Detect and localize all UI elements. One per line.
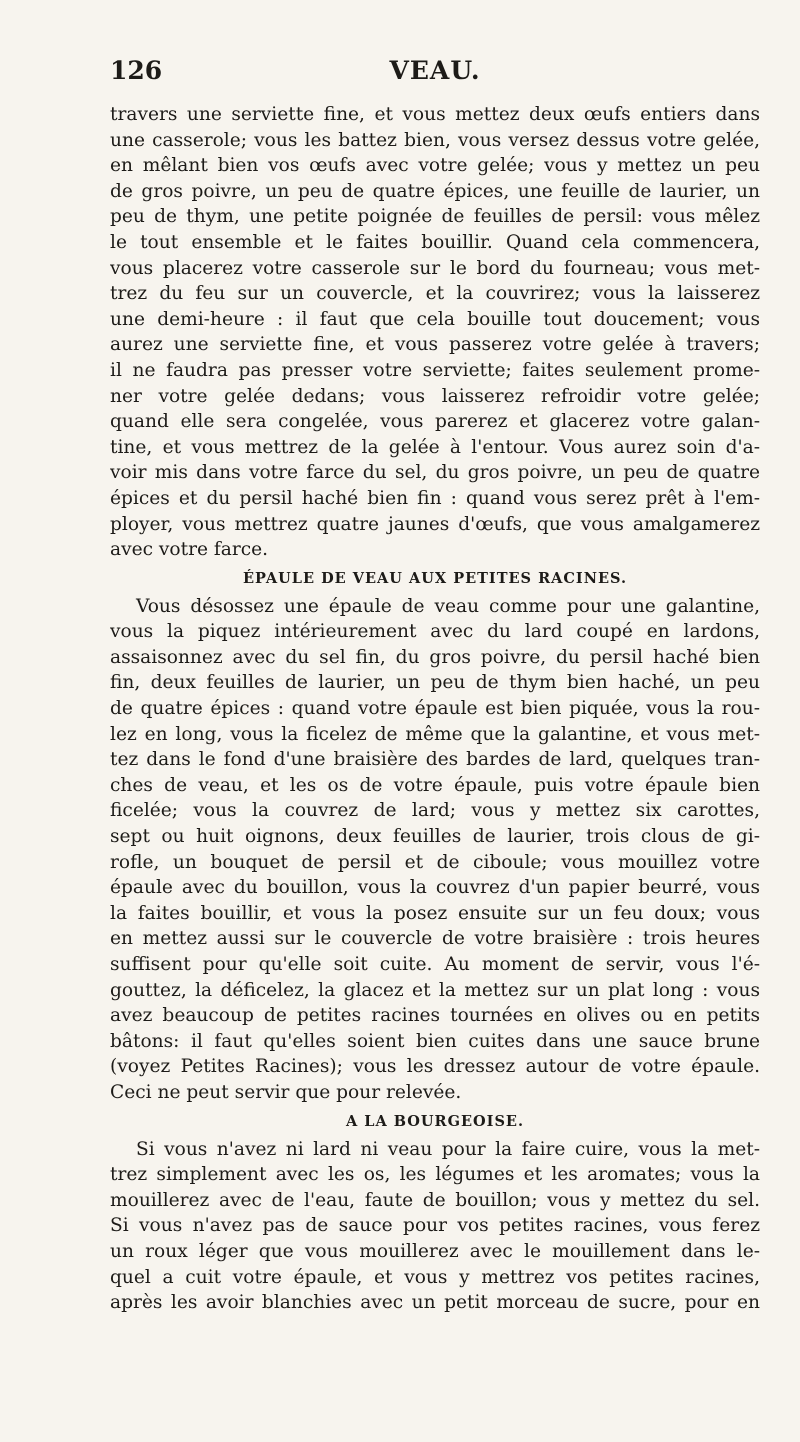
running-title: VEAU. [389,56,481,85]
text-line: Si vous n'avez ni lard ni veau pour la faire cuire, vous la met- [136,1138,760,1160]
text-line: travers une serviette fine, et vous mettez deux œufs entiers dans [110,104,760,125]
text-line: quand elle sera congelée, vous parerez et glacerez votre galan- [110,411,760,433]
text-line: gouttez, la déficelez, la glacez et la mettez sur un plat long : vous [110,979,760,1001]
text-line: (voyez Petites Racines); vous les dressez autour de votre épaule. [110,1056,760,1078]
text-line: vous la piquez intérieurement avec du lard coupé en lardons, [110,621,760,643]
text-line: tez dans le fond d'une braisière des bardes de lard, quelques tran- [110,749,760,771]
section-epaule-petites-racines [110,594,760,1106]
text-line: trez du feu sur un couvercle, et la couvrirez; vous la laisserez [110,283,760,305]
text-line: trez simplement avec les os, les légumes et les aromates; vous la [110,1164,760,1186]
text-line: épices et du persil haché bien fin : quand vous serez prêt à l'em- [110,487,760,509]
text-line: tine, et vous mettrez de la gelée à l'entour. Vous aurez soin d'a- [110,436,760,458]
text-line: un roux léger que vous mouillerez avec le mouillement dans le- [110,1240,760,1262]
text-line: avez beaucoup de petites racines tournées en olives ou en petits [110,1005,760,1027]
text-line: en mettez aussi sur le couvercle de votre braisière : trois heures [110,928,760,950]
text-line: de gros poivre, un peu de quatre épices, une feuille de laurier, un [110,180,760,202]
text-line: voir mis dans votre farce du sel, du gros poivre, un peu de quatre [110,462,760,484]
text-line: après les avoir blanchies avec un petit morceau de sucre, pour en [110,1292,760,1314]
text-line: vous placerez votre casserole sur le bord du fourneau; vous met- [110,257,760,279]
text-line: ches de veau, et les os de votre épaule, puis votre épaule bien [110,774,760,796]
text-line: il ne faudra pas presser votre serviette; faites seulement prome- [110,359,760,381]
text-line: une casserole; vous les battez bien, vous versez dessus votre gelée, [110,129,760,151]
text-line: aurez une serviette fine, et vous passerez votre gelée à travers; [110,334,760,356]
text-line: assaisonnez avec du sel fin, du gros poivre, du persil haché bien [110,646,760,668]
text-line: Si vous n'avez pas de sauce pour vos petites racines, vous ferez [110,1215,760,1237]
section-a-la-bourgeoise [110,1137,760,1316]
text-line: rofle, un bouquet de persil et de ciboule; vous mouillez votre [110,851,760,873]
text-line: de quatre épices : quand votre épaule est bien piquée, vous la rou- [110,698,760,720]
text-line: lez en long, vous la ficelez de même que la galantine, et vous met- [110,723,760,745]
text-line: une demi-heure : il faut que cela bouille tout doucement; vous [110,308,760,330]
text-line: la faites bouillir, et vous la posez ensuite sur un feu doux; vous [110,902,760,924]
page-number: 126 [110,56,163,85]
text-line: ficelée; vous la couvrez de lard; vous y mettez six carottes, [110,800,760,822]
section-heading-epaule: ÉPAULE DE VEAU AUX PETITES RACINES. [242,569,628,587]
text-line: ployer, vous mettrez quatre jaunes d'œufs, que vous amalgamerez [110,513,760,535]
text-line: en mêlant bien vos œufs avec votre gelée; vous y mettez un peu [110,155,760,177]
section-galantine-continuation [110,102,760,563]
text-line: sept ou huit oignons, deux feuilles de laurier, trois clous de gi- [110,826,760,848]
text-line: Vous désossez une épaule de veau comme pour une galantine, [136,595,760,617]
text-line: suffisent pour qu'elle soit cuite. Au moment de servir, vous l'é- [110,954,760,975]
text-line: fin, deux feuilles de laurier, un peu de thym bien haché, un peu [110,672,760,694]
text-line: Ceci ne peut servir que pour relevée. [110,1081,462,1103]
text-line: quel a cuit votre épaule, et vous y mettrez vos petites racines, [110,1266,760,1288]
section-heading-bourgeoise: A LA BOURGEOISE. [345,1112,525,1130]
page-header [110,56,760,92]
text-line: épaule avec du bouillon, vous la couvrez d'un papier beurré, vous [110,877,760,899]
text-line: bâtons: il faut qu'elles soient bien cuites dans une sauce brune [110,1030,760,1052]
text-line: peu de thym, une petite poignée de feuilles de persil: vous mêlez [110,206,760,228]
page-body [110,102,760,1316]
text-line: avec votre farce. [110,539,269,561]
text-line: ner votre gelée dedans; vous laisserez refroidir votre gelée; [110,385,760,407]
text-line: mouillerez avec de l'eau, faute de bouillon; vous y mettez du sel. [110,1189,760,1211]
text-line: le tout ensemble et le faites bouillir. Quand cela commencera, [110,231,760,253]
